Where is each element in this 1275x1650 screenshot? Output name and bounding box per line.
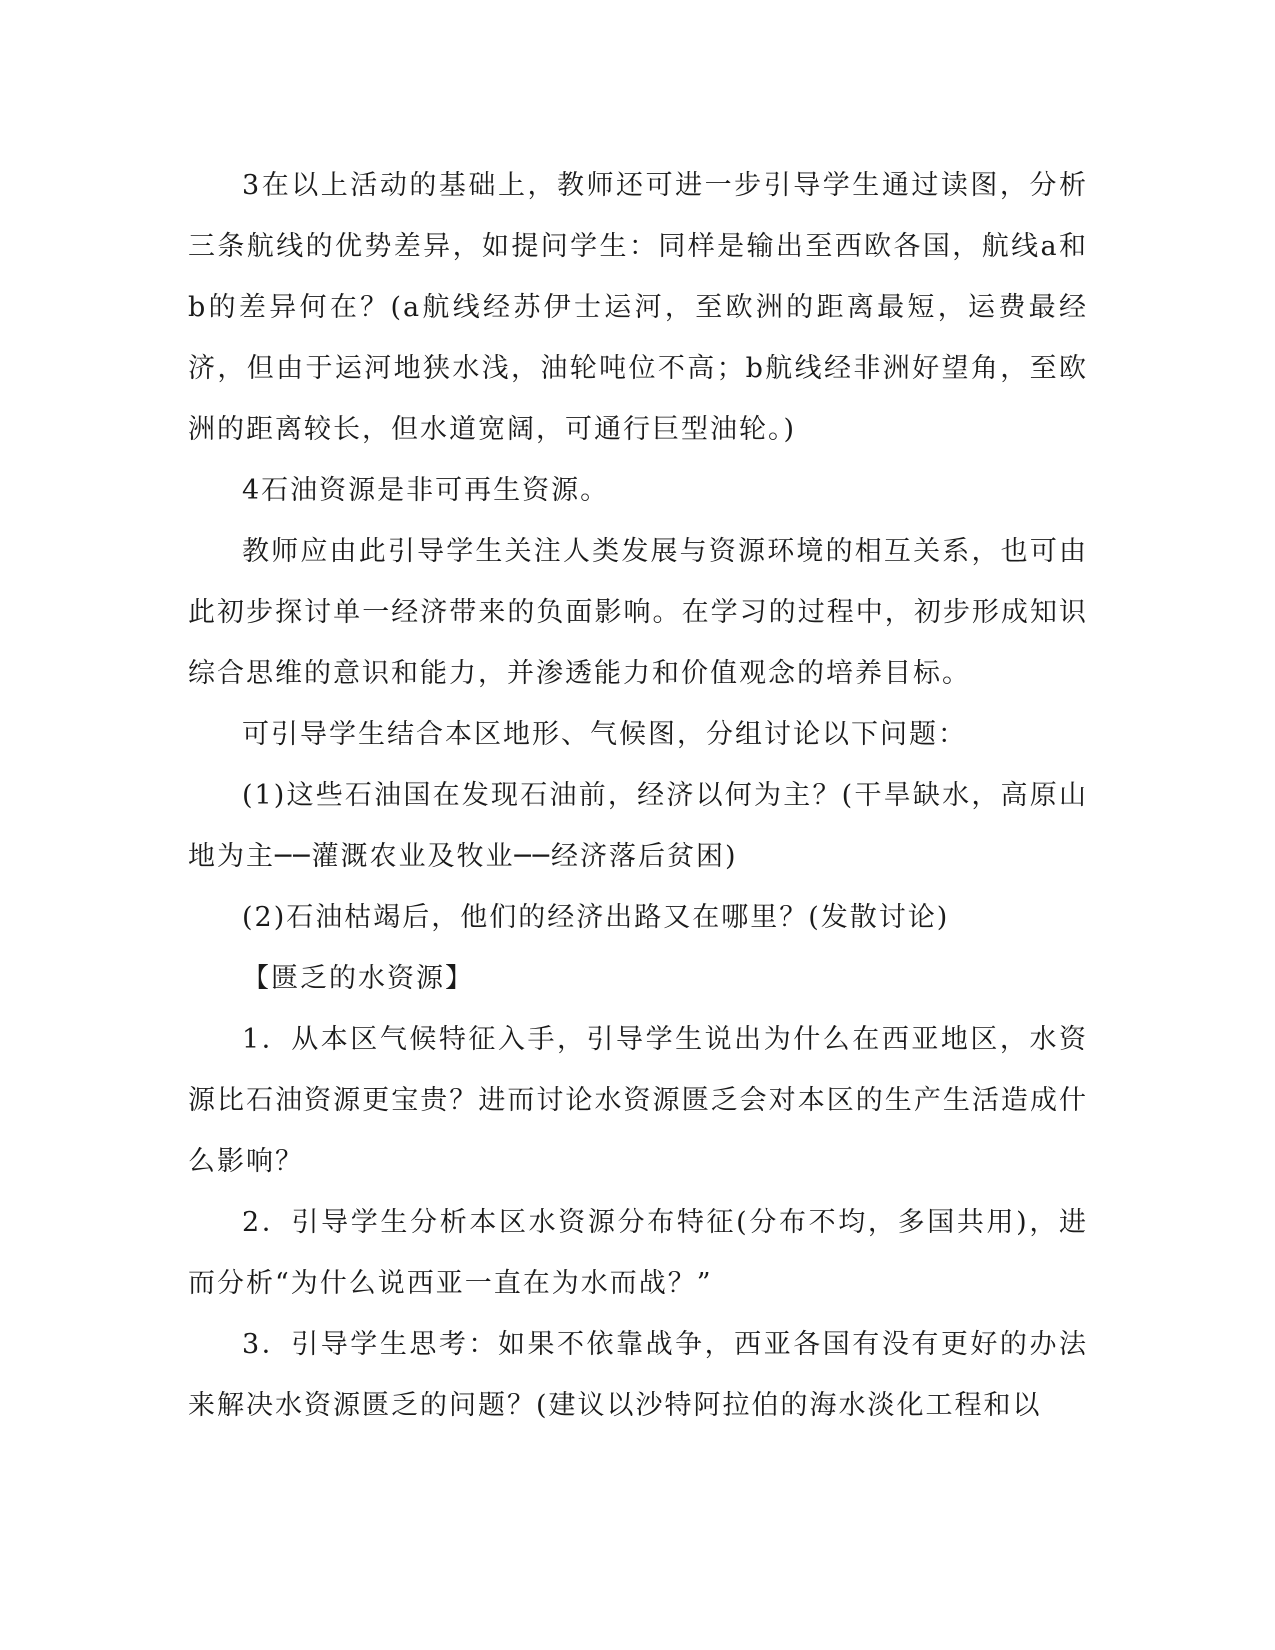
paragraph-water-2: 2．引导学生分析本区水资源分布特征(分布不均，多国共用)，进而分析“为什么说西亚一直在为水而战？” (188, 1207, 1088, 1299)
section-heading-water: 【匮乏的水资源】 (242, 963, 474, 994)
paragraph-discussion-intro: 可引导学生结合本区地形、气候图，分组讨论以下问题： (242, 719, 967, 750)
paragraph-nonrenewable: 4石油资源是非可再生资源。 (242, 475, 610, 506)
document-body (188, 155, 1088, 1436)
paragraph-question-2: (2)石油枯竭后，他们的经济出路又在哪里？(发散讨论) (242, 902, 950, 933)
paragraph-route-comparison: 3在以上活动的基础上，教师还可进一步引导学生通过读图，分析三条航线的优势差异，如提问学生：同样是输出至西欧各国，航线a和b的差异何在？(a航线经苏伊士运河，至欧洲的距离最短，运费最经济，但由于运河地狭水浅，油轮吨位不高；b航线经非洲好望角，至欧洲的距离较长，但水道宽阔，可通行巨型油轮。) (188, 170, 1088, 445)
paragraph-water-1: 1．从本区气候特征入手，引导学生说出为什么在西亚地区，水资源比石油资源更宝贵？进而讨论水资源匮乏会对本区的生产生活造成什么影响？ (188, 1024, 1088, 1177)
paragraph-question-1: (1)这些石油国在发现石油前，经济以何为主？(干旱缺水，高原山地为主──灌溉农业及牧业──经济落后贫困) (188, 780, 1088, 872)
paragraph-teacher-guidance: 教师应由此引导学生关注人类发展与资源环境的相互关系，也可由此初步探讨单一经济带来的负面影响。在学习的过程中，初步形成知识综合思维的意识和能力，并渗透能力和价值观念的培养目标。 (188, 536, 1088, 689)
paragraph-water-3: 3．引导学生思考：如果不依靠战争，西亚各国有没有更好的办法来解决水资源匮乏的问题？(建议以沙特阿拉伯的海水淡化工程和以 (188, 1329, 1088, 1421)
